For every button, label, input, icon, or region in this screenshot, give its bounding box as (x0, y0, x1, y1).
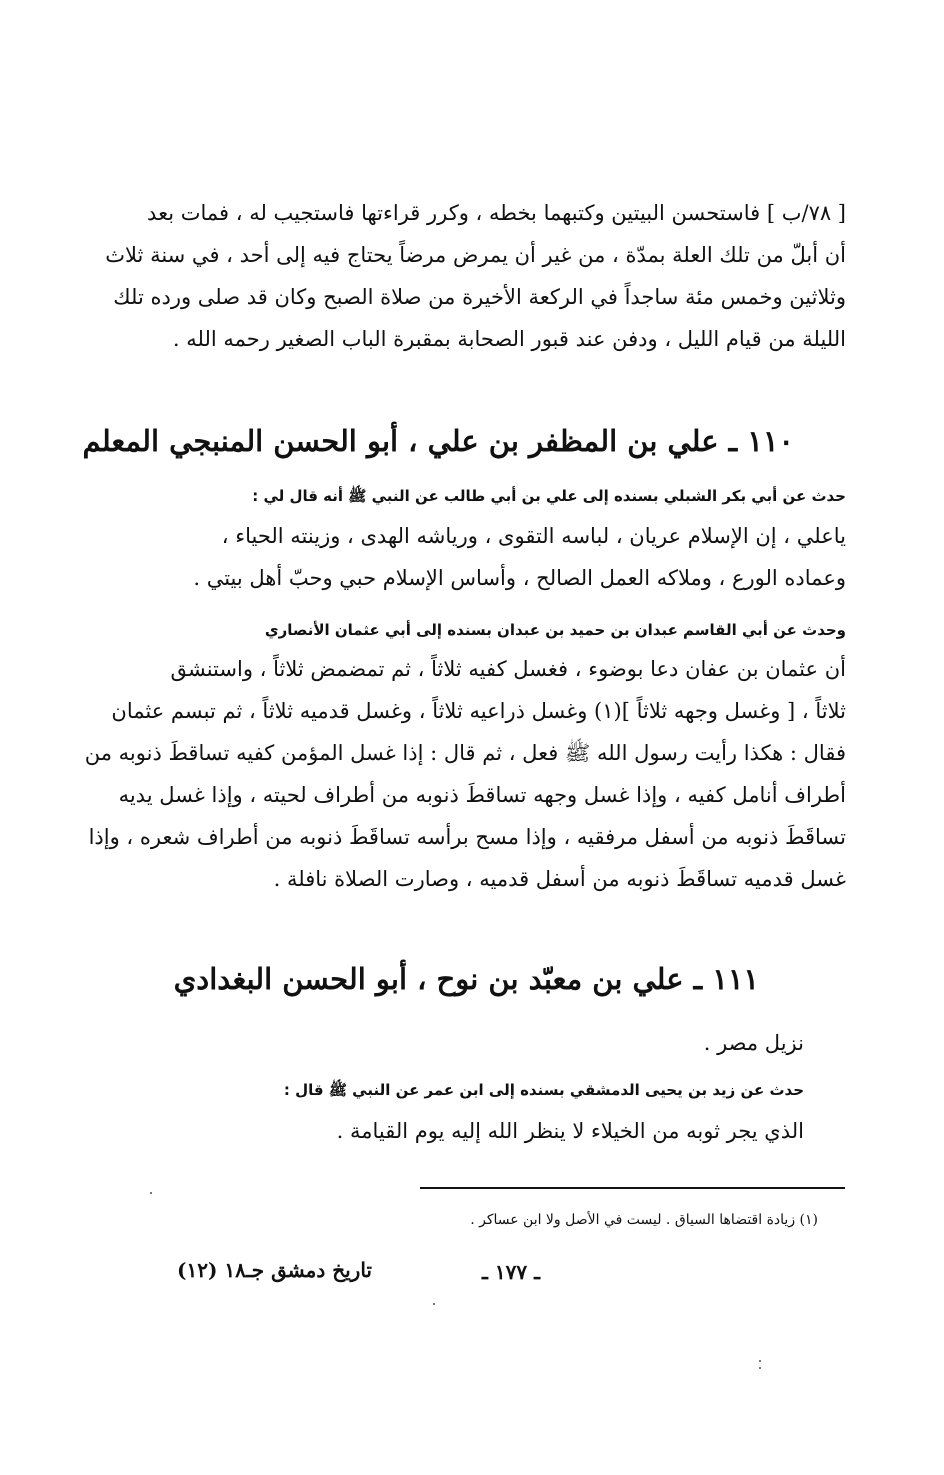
paragraph-line: الليلة من قيام الليل ، ودفن عند قبور الصحابة بمقبرة الباب الصغير رحمه الله . (172, 327, 846, 351)
hadith-line: أطراف أنامل كفيه ، وإذا غسل وجهه تساقطَ ذنوبه من أطراف لحيته ، وإذا غسل يديه (118, 783, 846, 807)
page-number: ـ ١٧٧ ـ (482, 1260, 540, 1284)
entry-heading-110: ١١٠ ـ علي بن المظفر بن علي ، أبو الحسن المنبجي المعلم (82, 424, 794, 458)
scan-speck (433, 1303, 435, 1305)
entry-heading-111: ١١١ ـ علي بن معبّد بن نوح ، أبو الحسن البغدادي (173, 962, 759, 996)
hadith-line: وعماده الورع ، وملاكه العمل الصالح ، وأساس الإسلام حبي وحبّ أهل بيتي . (193, 566, 846, 590)
scan-speck (759, 1367, 761, 1369)
isnad-line: وحدث عن أبي القاسم عبدان بن حميد بن عبدان بسنده إلى أبي عثمان الأنصاري (264, 621, 846, 639)
isnad-line: حدث عن أبي بكر الشبلي بسنده إلى علي بن أبي طالب عن النبي ﷺ أنه قال لي : (252, 487, 846, 505)
paragraph-line: [ ٧٨/ب ] فاستحسن البيتين وكتبهما بخطه ، وكرر قراءتها فاستجيب له ، فمات بعد (147, 201, 846, 225)
hadith-line: الذي يجر ثوبه من الخيلاء لا ينظر الله إليه يوم القيامة . (336, 1119, 804, 1143)
scan-speck (150, 1192, 152, 1194)
footnote: (١) زيادة اقتضاها السياق . ليست في الأصل ولا ابن عساكر . (470, 1212, 818, 1228)
paragraph-line: أن أبلّ من تلك العلة بمدّة ، من غير أن يمرض مرضاً يحتاج فيه إلى أحد ، في سنة ثلاث (105, 243, 846, 267)
book-reference: تاريخ دمشق جـ١٨ (١٢) (177, 1258, 372, 1282)
scan-speck (759, 1360, 761, 1362)
footnote-divider (420, 1187, 845, 1189)
paragraph-line: وثلاثين وخمس مئة ساجداً في الركعة الأخيرة من صلاة الصبح وكان قد صلى ورده تلك (113, 285, 846, 309)
hadith-line: غسل قدميه تساقَطَ ذنوبه من أسفل قدميه ، وصارت الصلاة نافلة . (273, 867, 846, 891)
hadith-line: أن عثمان بن عفان دعا بوضوء ، فغسل كفيه ثلاثاً ، ثم تمضمض ثلاثاً ، واستنشق (170, 657, 846, 681)
hadith-line: تساقَطَ ذنوبه من أسفل مرفقيه ، وإذا مسح برأسه تساقَطَ ذنوبه من أطراف شعره ، وإذا (88, 825, 846, 849)
isnad-line: حدث عن زيد بن يحيى الدمشقي بسنده إلى ابن عمر عن النبي ﷺ قال : (283, 1081, 804, 1099)
hadith-line: ياعلي ، إن الإسلام عريان ، لباسه التقوى ، ورياشه الهدى ، وزينته الحياء ، (221, 524, 846, 548)
entry-note: نزيل مصر . (703, 1031, 804, 1055)
hadith-line: فقال : هكذا رأيت رسول الله ﷺ فعل ، ثم قال : إذا غسل المؤمن كفيه تساقطَ ذنوبه من (84, 741, 846, 765)
hadith-line: ثلاثاً ، [ وغسل وجهه ثلاثاً ](١) وغسل ذراعيه ثلاثاً ، وغسل قدميه ثلاثاً ، ثم تبسم عثمان (111, 699, 846, 723)
